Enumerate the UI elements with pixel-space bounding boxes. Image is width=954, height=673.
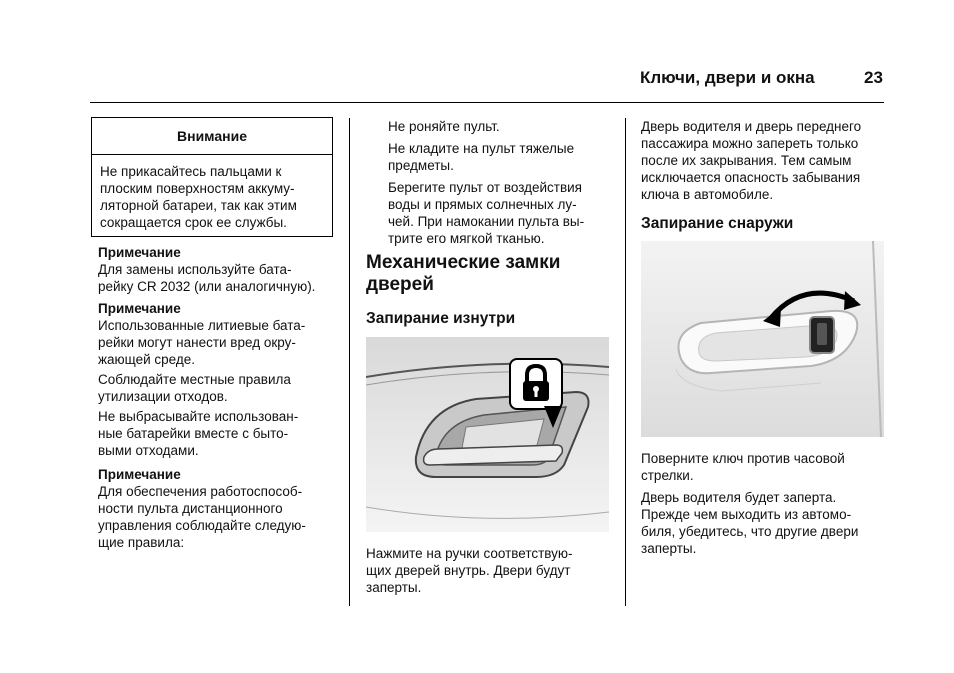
- key-slot: [817, 323, 827, 345]
- padlock-glyph: [511, 360, 561, 408]
- note-3: [98, 467, 343, 551]
- note-line: рейки могут нанести вред окру-: [98, 335, 296, 350]
- warning-box: [91, 117, 333, 237]
- note-line: ности пульта дистанционного: [98, 501, 283, 516]
- note-line: рейку CR 2032 (или аналогичную).: [98, 279, 316, 294]
- warning-title: Внимание: [92, 118, 332, 155]
- warning-line: Не прикасайтесь пальцами к: [100, 164, 282, 179]
- note-line: Использованные литиевые бата-: [98, 318, 306, 333]
- text-line: Дверь водителя будет заперта.: [641, 490, 837, 505]
- text-line: воды и прямых солнечных лу-: [388, 197, 577, 212]
- text-line: предметы.: [388, 158, 454, 173]
- exterior-handle-illustration: [641, 241, 884, 437]
- col2-top-paras: [388, 118, 620, 247]
- interior-handle-drawing: [366, 337, 609, 532]
- note-line: управления соблюдайте следую-: [98, 518, 306, 533]
- warning-line: ляторной батареи, так как этим: [100, 198, 297, 213]
- padlock-icon: [509, 358, 563, 410]
- text-line: после их закрывания. Тем самым: [641, 153, 852, 168]
- subheading-inside: Запирание изнутри: [366, 310, 516, 327]
- section-title: Ключи, двери и окна: [640, 68, 815, 87]
- warning-body: [92, 155, 332, 231]
- note-heading: Примечание: [98, 301, 181, 316]
- text-line: ные батарейки вместе с быто-: [98, 426, 289, 441]
- note-line: Для замены используйте бата-: [98, 262, 292, 277]
- warning-line: сокращается срок ее службы.: [100, 215, 287, 230]
- text-line: пассажира можно запереть только: [641, 136, 859, 151]
- section-heading: [366, 252, 616, 296]
- heading-line: дверей: [366, 274, 434, 295]
- text-line: Дверь водителя и дверь переднего: [641, 119, 862, 134]
- text-line: заперты.: [366, 580, 422, 595]
- text-line: заперты.: [641, 541, 697, 556]
- text-line: Не кладите на пульт тяжелые: [388, 141, 575, 156]
- text-line: Соблюдайте местные правила: [98, 372, 291, 387]
- subheading-outside: Запирание снаружи: [641, 215, 794, 232]
- text-line: биля, убедитесь, что другие двери: [641, 524, 859, 539]
- text-line: Прежде чем выходить из автомо-: [641, 507, 852, 522]
- interior-handle-illustration: [366, 337, 609, 532]
- text-line: трите его мягкой тканью.: [388, 231, 545, 246]
- text-line: Берегите пульт от воздействия: [388, 180, 582, 195]
- text-line: исключается опасность забывания: [641, 170, 861, 185]
- note-heading: Примечание: [98, 467, 181, 482]
- warning-line: плоским поверхностям аккуму-: [100, 181, 295, 196]
- para-local-rules: [98, 371, 343, 405]
- text-line: щих дверей внутрь. Двери будут: [366, 563, 571, 578]
- note-line: жающей среде.: [98, 352, 196, 367]
- note-heading: Примечание: [98, 245, 181, 260]
- column-divider-1: [349, 118, 350, 606]
- text-line: чей. При намокании пульта вы-: [388, 214, 585, 229]
- column-divider-2: [625, 118, 626, 606]
- col3-intro: [641, 118, 886, 203]
- note-line: Для обеспечения работоспособ-: [98, 484, 303, 499]
- text-line: Не выбрасывайте использован-: [98, 409, 299, 424]
- text-line: выми отходами.: [98, 443, 199, 458]
- text-line: Нажмите на ручки соответствую-: [366, 546, 573, 561]
- para-dispose: [98, 408, 343, 459]
- heading-line: Механические замки: [366, 252, 561, 273]
- note-line: щие правила:: [98, 535, 185, 550]
- text-line: ключа в автомобиле.: [641, 187, 774, 202]
- header-rule: [90, 102, 884, 103]
- callout-pointer: [544, 406, 562, 428]
- exterior-handle-drawing: [641, 241, 884, 437]
- text-line: утилизации отходов.: [98, 389, 228, 404]
- page-number: 23: [864, 68, 883, 87]
- note-1: [98, 245, 343, 295]
- text-line: Поверните ключ против часовой: [641, 451, 845, 466]
- caption-inside: [366, 545, 616, 596]
- note-2: [98, 301, 343, 368]
- col3-instructions: [641, 450, 886, 557]
- text-line: Не роняйте пульт.: [388, 119, 500, 134]
- key-cylinder-icon: [809, 316, 835, 354]
- text-line: стрелки.: [641, 468, 694, 483]
